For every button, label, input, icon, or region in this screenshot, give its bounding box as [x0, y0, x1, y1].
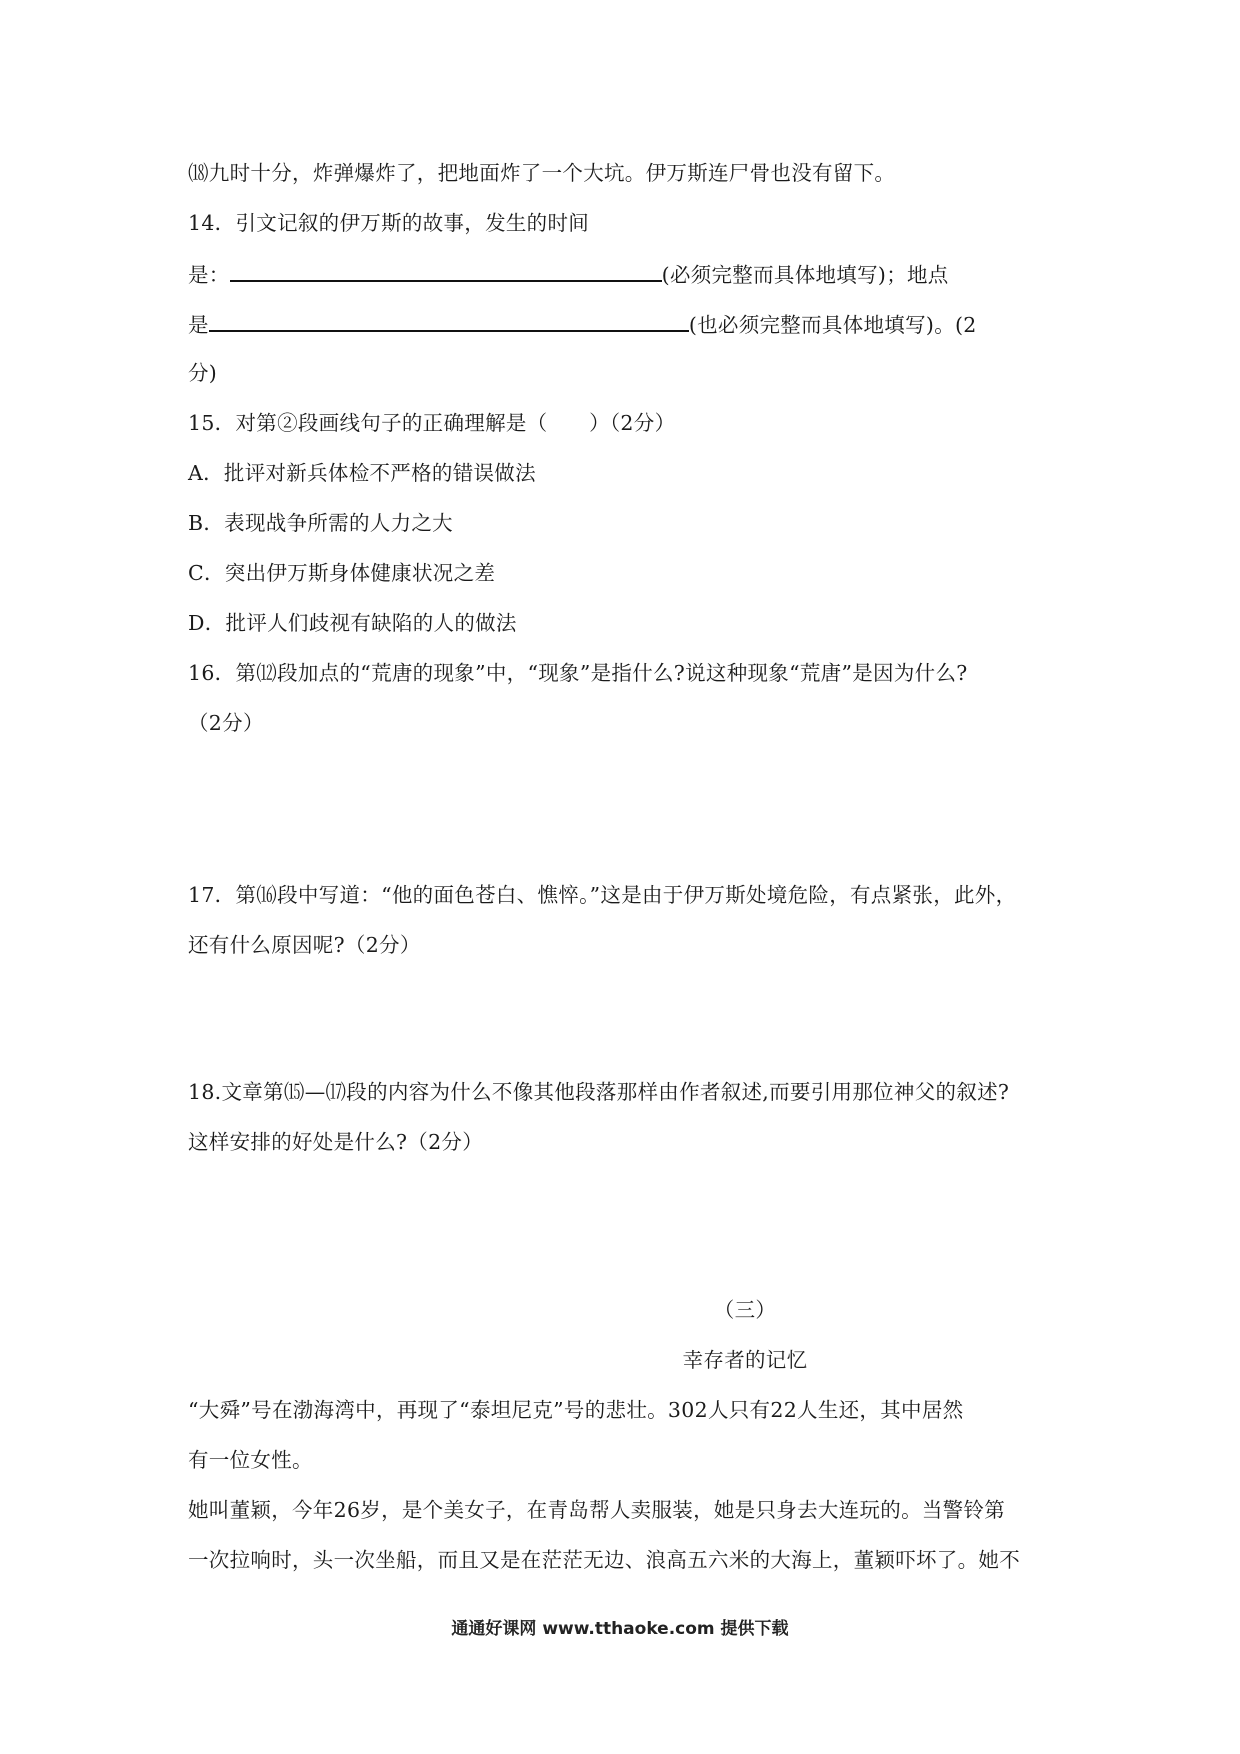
question-15-option-d[interactable]: D．批评人们歧视有缺陷的人的做法	[188, 611, 517, 635]
question-17-line-2: 还有什么原因呢?（2分）	[188, 933, 421, 957]
question-14-place-prefix: 是	[188, 313, 209, 337]
question-15-option-b[interactable]: B．表现战争所需的人力之大	[188, 511, 453, 535]
question-14-place-line	[188, 308, 1052, 340]
paragraph-18: ⒅九时十分，炸弹爆炸了，把地面炸了一个大坑。伊万斯连尸骨也没有留下。	[188, 161, 896, 185]
place-answer-blank[interactable]	[209, 308, 689, 332]
time-answer-blank[interactable]	[230, 258, 662, 282]
question-15: 15．对第②段画线句子的正确理解是（ ）（2分）	[188, 411, 676, 435]
section-label: （三）	[713, 1298, 777, 1322]
question-16-line-1: 16．第⑿段加点的“荒唐的现象”中，“现象”是指什么?说这种现象“荒唐”是因为什么?	[188, 661, 968, 685]
question-14-time-line	[188, 258, 1052, 290]
question-18-line-2: 这样安排的好处是什么?（2分）	[188, 1130, 484, 1154]
question-15-option-a[interactable]: A．批评对新兵体检不严格的错误做法	[188, 461, 536, 485]
question-14-time-suffix: (必须完整而具体地填写)；地点	[661, 263, 949, 287]
question-14-place-suffix: (也必须完整而具体地填写)。(2	[688, 313, 977, 337]
article-paragraph-1-line-1: “大舜”号在渤海湾中，再现了“泰坦尼克”号的悲壮。302人只有22人生还，其中居然	[188, 1398, 964, 1422]
question-14-score-tail: 分)	[188, 361, 218, 385]
question-16-line-2: （2分）	[188, 711, 264, 735]
article-title: 幸存者的记忆	[682, 1348, 808, 1372]
page-footer: 通通好课网 www.tthaoke.com 提供下载	[451, 1619, 789, 1639]
article-paragraph-1-line-2: 有一位女性。	[188, 1448, 313, 1472]
question-14-time-prefix: 是：	[188, 263, 230, 287]
question-18-line-1: 18.文章第⒂—⒄段的内容为什么不像其他段落那样由作者叙述,而要引用那位神父的叙述?	[188, 1080, 1010, 1104]
question-17-line-1: 17．第⒃段中写道：“他的面色苍白、憔悴。”这是由于伊万斯处境危险，有点紧张，此外，	[188, 883, 1017, 907]
article-paragraph-2-line-2: 一次拉响时，头一次坐船，而且又是在茫茫无边、浪高五六米的大海上，董颖吓坏了。她不	[188, 1548, 1020, 1572]
question-15-option-c[interactable]: C．突出伊万斯身体健康状况之差	[188, 561, 496, 585]
article-paragraph-2-line-1: 她叫董颖，今年26岁，是个美女子，在青岛帮人卖服装，她是只身去大连玩的。当警铃第	[188, 1498, 1006, 1522]
question-14-intro: 14．引文记叙的伊万斯的故事，发生的时间	[188, 211, 590, 235]
